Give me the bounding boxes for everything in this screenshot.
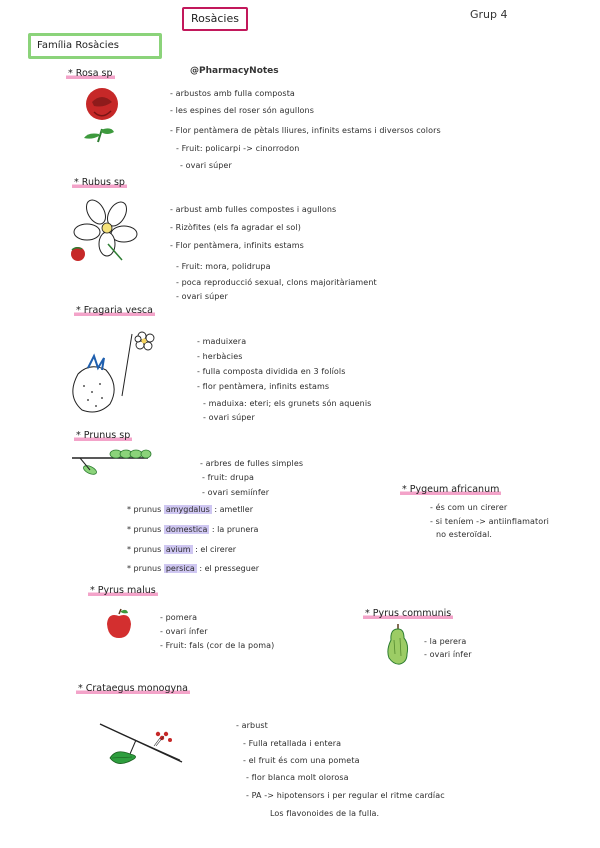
species-title-pygeum: * Pygeum africanum: [402, 484, 500, 495]
fragaria-note-4: - flor pentàmera, infinits estams: [197, 382, 330, 391]
rubus-note-3: - Flor pentàmera, infinits estams: [170, 241, 304, 250]
species-title-pyrus-malus: * Pyrus malus: [90, 585, 156, 596]
species-title-crataegus: * Crataegus monogyna: [78, 683, 188, 694]
fragaria-note-1: - maduixera: [197, 337, 247, 346]
crataegus-branch-illustration: [96, 710, 186, 770]
crataegus-note-5: - PA -> hipotensors i per regular el ritme cardíac: [246, 791, 445, 800]
species-title-fragaria: * Fragaria vesca: [76, 305, 153, 316]
pyrus-communis-note-2: - ovari ínfer: [424, 650, 472, 659]
species-title-pyrus-communis: * Pyrus communis: [365, 608, 452, 619]
prunus-note-2: - fruit: drupa: [202, 473, 255, 482]
rubus-note-4: - Fruit: mora, polidrupa: [176, 262, 271, 271]
pyrus-malus-note-2: - ovari ínfer: [160, 627, 208, 636]
watermark: @PharmacyNotes: [190, 66, 279, 76]
fragaria-note-3: - fulla composta dividida en 3 folíols: [197, 367, 346, 376]
pear-illustration: [385, 624, 411, 666]
crataegus-note-4: - flor blanca molt olorosa: [246, 773, 349, 782]
strawberry-illustration: [58, 326, 168, 416]
species-title-prunus: * Prunus sp: [76, 430, 131, 441]
fragaria-note-2: - herbàcies: [197, 352, 243, 361]
prunus-species-1: * prunus amygdalus : ametller: [127, 505, 253, 514]
prunus-branch-illustration: [70, 448, 150, 484]
pygeum-note-1: - és com un cirerer: [430, 503, 508, 512]
rubus-flower-illustration: [62, 194, 152, 274]
prunus-species-2: * prunus domestica : la prunera: [127, 525, 259, 534]
crataegus-note-2: - Fulla retallada i entera: [243, 739, 342, 748]
species-title-rubus: * Rubus sp: [74, 177, 125, 188]
crataegus-note-1: - arbust: [236, 721, 268, 730]
pyrus-communis-note-1: - la perera: [424, 637, 467, 646]
fragaria-note-6: - ovari súper: [203, 413, 255, 422]
apple-illustration: [104, 608, 134, 640]
crataegus-note-6: Los flavonoides de la fulla.: [270, 809, 380, 818]
pyrus-malus-note-3: - Fruit: fals (cor de la poma): [160, 641, 275, 650]
prunus-species-3: * prunus avium : el cirerer: [127, 545, 237, 554]
pygeum-note-3: no esteroïdal.: [436, 530, 493, 539]
rubus-note-1: - arbust amb fulles compostes i agullons: [170, 205, 337, 214]
rosa-note-3: - Flor pentàmera de pètals lliures, infinits estams i diversos colors: [170, 126, 441, 135]
species-title-rosa: * Rosa sp: [68, 68, 113, 79]
family-label: Família Rosàcies: [28, 33, 162, 59]
pyrus-malus-note-1: - pomera: [160, 613, 198, 622]
rose-illustration: [74, 84, 134, 144]
rosa-note-2: - les espines del roser són agullons: [170, 106, 314, 115]
rosa-note-5: - ovari súper: [180, 161, 232, 170]
rubus-note-2: - Rizòfites (els fa agradar el sol): [170, 223, 301, 232]
pygeum-note-2: - si teníem -> antiinflamatori: [430, 517, 549, 526]
page-title: Rosàcies: [182, 7, 248, 31]
crataegus-note-3: - el fruit és com una pometa: [243, 756, 360, 765]
rosa-note-1: - arbustos amb fulla composta: [170, 89, 295, 98]
prunus-note-3: - ovari semiínfer: [202, 488, 270, 497]
prunus-note-1: - arbres de fulles simples: [200, 459, 304, 468]
rosa-note-4: - Fruit: policarpi -> cinorrodon: [176, 144, 300, 153]
rubus-note-6: - ovari súper: [176, 292, 228, 301]
rubus-note-5: - poca reproducció sexual, clons majoritàriament: [176, 278, 377, 287]
prunus-species-4: * prunus persica : el presseguer: [127, 564, 260, 573]
group-label: Grup 4: [470, 8, 508, 21]
fragaria-note-5: - maduixa: eteri; els grunets són aquenis: [203, 399, 372, 408]
